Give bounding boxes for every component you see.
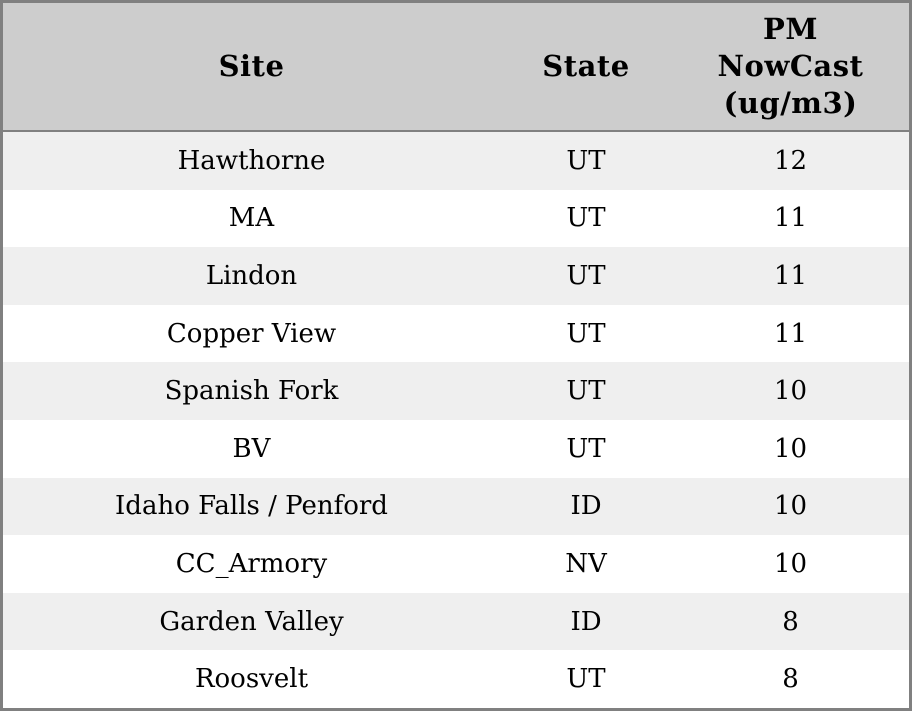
cell-state: ID [570, 606, 602, 637]
cell-state: UT [566, 664, 606, 695]
cell-site: CC_Armory [175, 548, 328, 579]
table-header-row [3, 3, 909, 132]
table-row [3, 420, 909, 478]
cell-pm-nowcast: 10 [773, 376, 808, 407]
cell-state: NV [565, 548, 607, 579]
cell-site: Roosvelt [194, 664, 309, 695]
header-label-pm-nowcast: PM NowCast (ug/m3) [717, 11, 864, 121]
cell-pm-nowcast: 8 [782, 606, 799, 637]
cell-site: BV [232, 433, 271, 464]
cell-site: Garden Valley [159, 606, 344, 637]
cell-site: Spanish Fork [164, 376, 339, 407]
table-row [3, 132, 909, 190]
cell-site: Copper View [166, 318, 337, 349]
header-cell-state [500, 48, 672, 85]
cell-state: UT [566, 433, 606, 464]
header-label-state: State [542, 48, 630, 83]
table-row [3, 305, 909, 363]
table-body [3, 132, 909, 708]
cell-pm-nowcast: 12 [773, 145, 808, 176]
cell-site: Lindon [205, 260, 298, 291]
cell-pm-nowcast: 11 [773, 203, 808, 234]
header-cell-site [3, 48, 500, 85]
cell-site: MA [228, 203, 275, 234]
cell-state: ID [570, 491, 602, 522]
header-label-site: Site [218, 48, 285, 83]
table-row [3, 535, 909, 593]
cell-pm-nowcast: 10 [773, 548, 808, 579]
cell-site: Idaho Falls / Penford [115, 491, 388, 522]
cell-pm-nowcast: 8 [782, 664, 799, 695]
cell-state: UT [566, 376, 606, 407]
header-cell-pm-nowcast [672, 11, 909, 122]
cell-state: UT [566, 145, 606, 176]
cell-pm-nowcast: 11 [773, 318, 808, 349]
table-row [3, 190, 909, 248]
table-row [3, 362, 909, 420]
table-row [3, 593, 909, 651]
cell-pm-nowcast: 11 [773, 260, 808, 291]
cell-pm-nowcast: 10 [773, 433, 808, 464]
cell-state: UT [566, 318, 606, 349]
table-row [3, 247, 909, 305]
cell-state: UT [566, 260, 606, 291]
cell-state: UT [566, 203, 606, 234]
table-row [3, 650, 909, 708]
table-row [3, 478, 909, 536]
cell-pm-nowcast: 10 [773, 491, 808, 522]
cell-site: Hawthorne [177, 145, 326, 176]
